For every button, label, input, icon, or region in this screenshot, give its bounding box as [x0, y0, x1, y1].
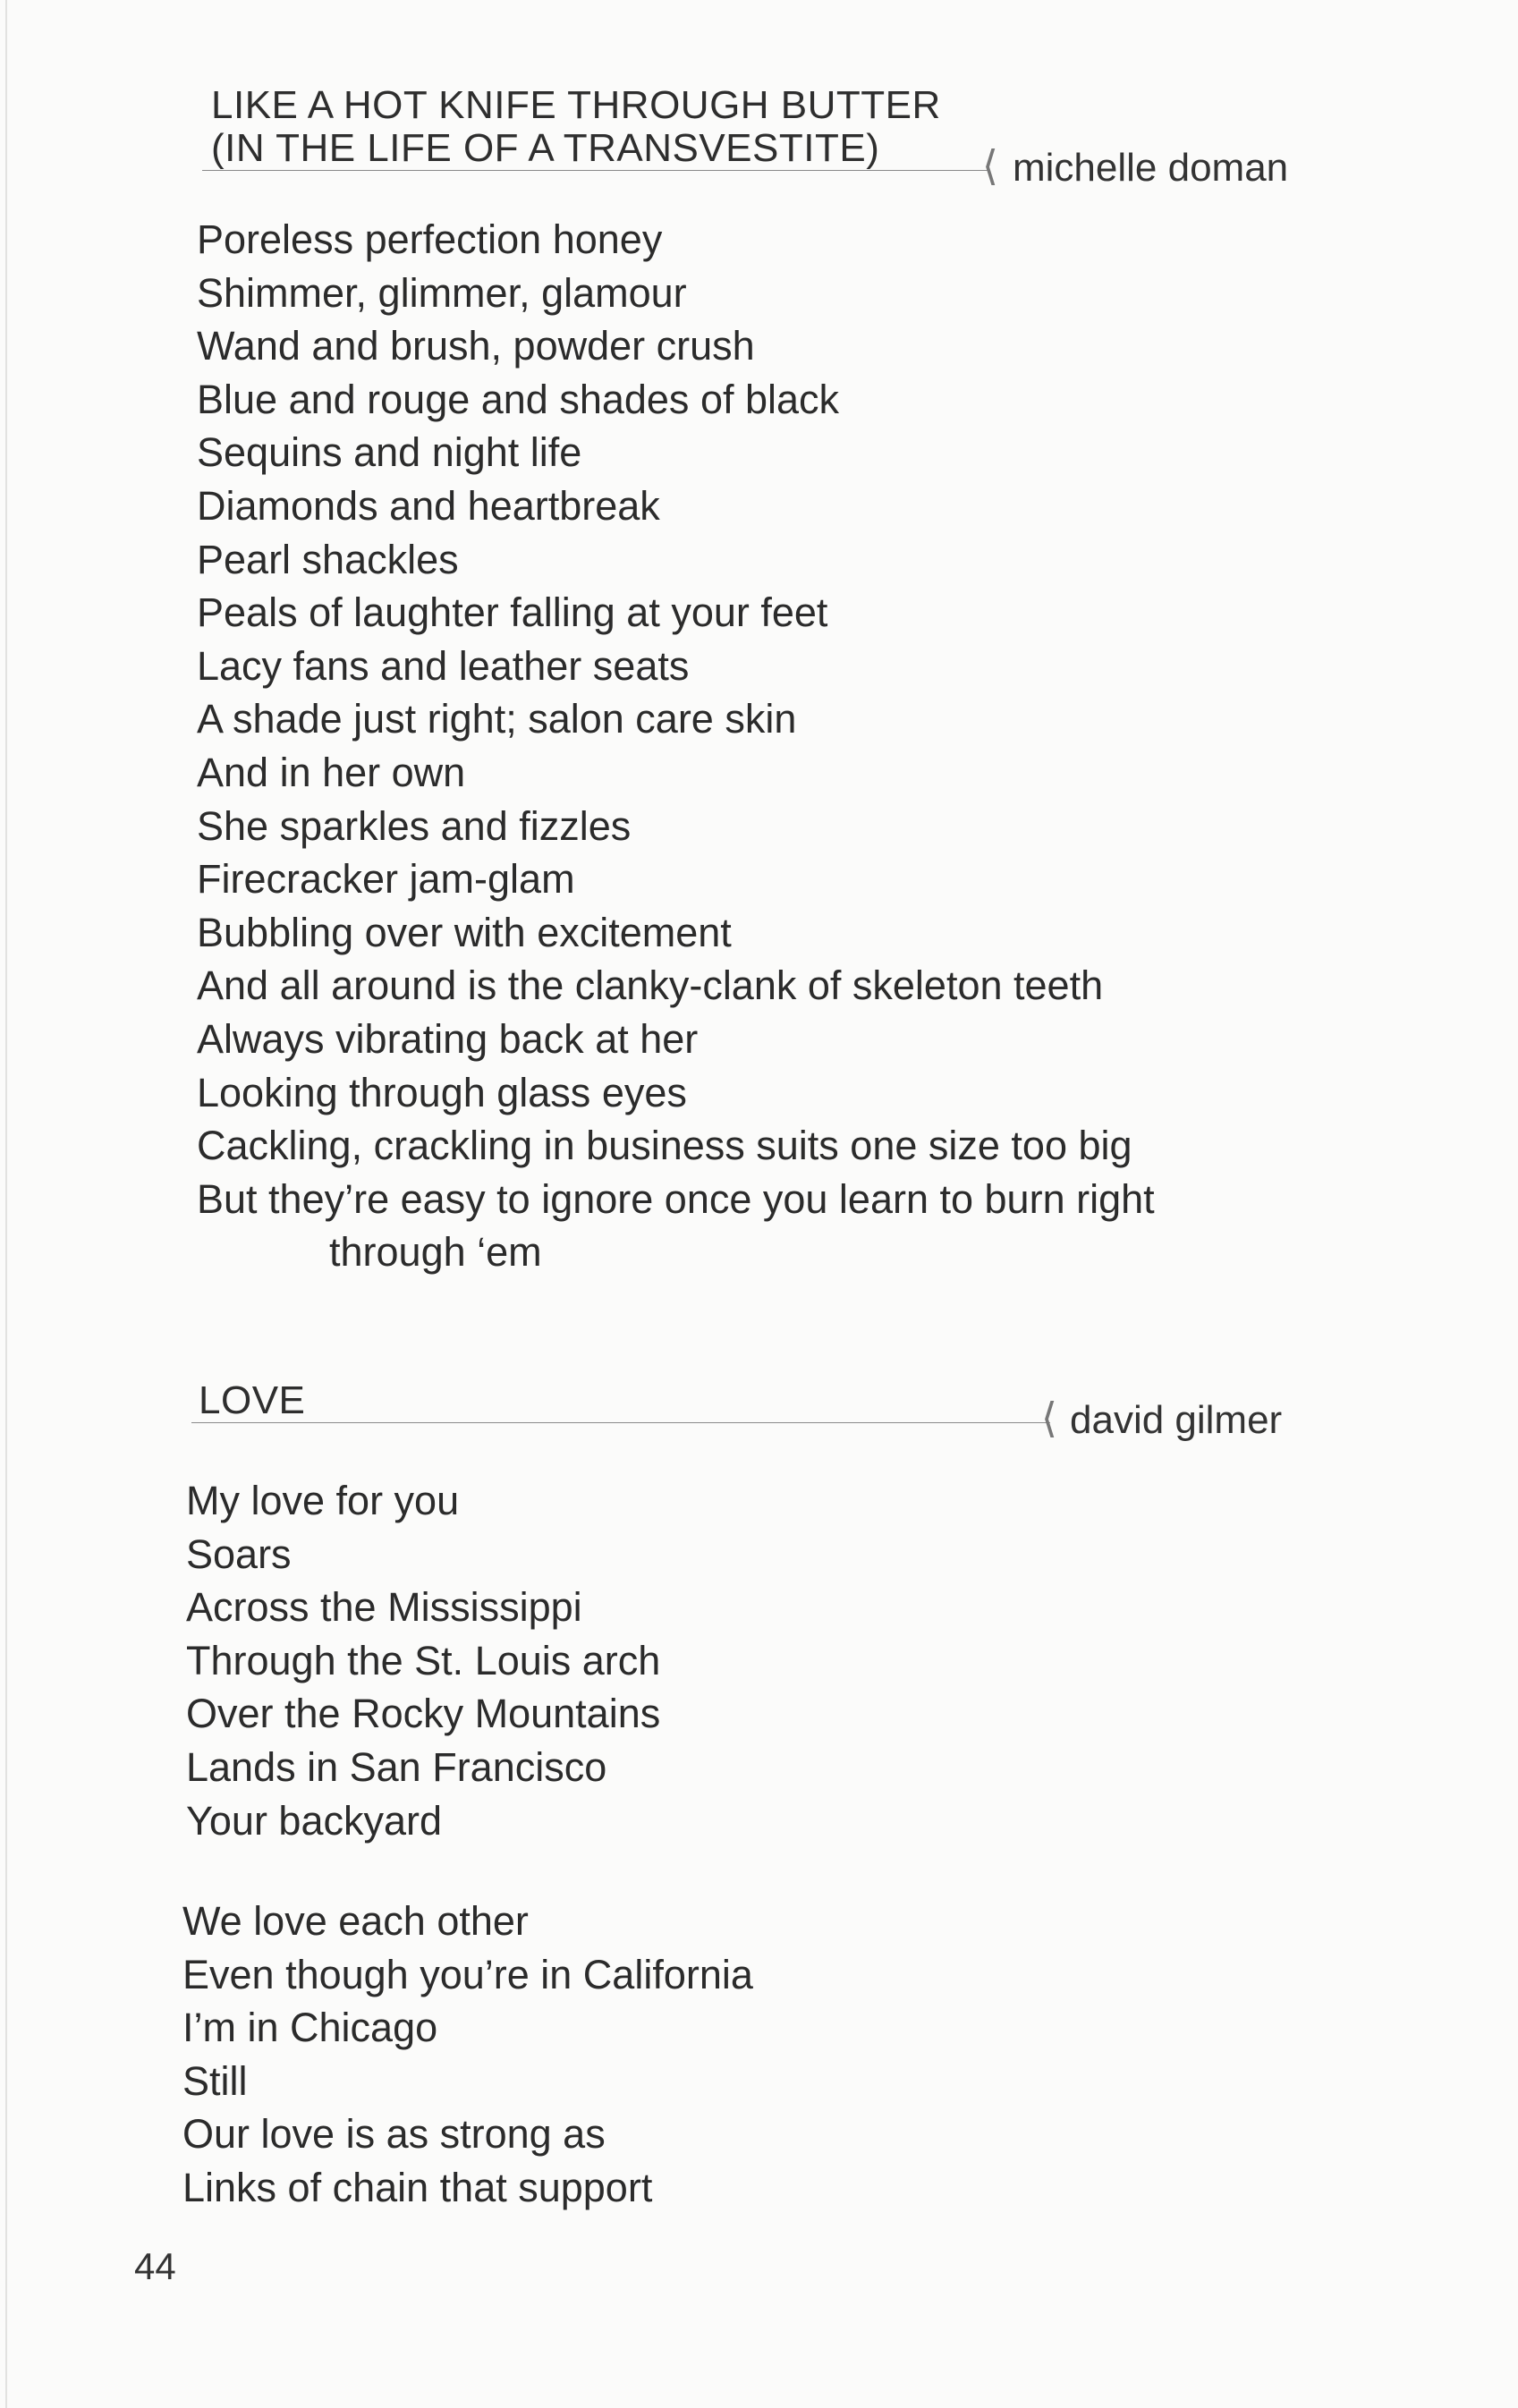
poem-line: And all around is the clanky-clank of skeleton teeth	[197, 962, 1104, 1009]
poem-line: Across the Mississippi	[186, 1584, 582, 1631]
poem-1-title-line-1: LIKE A HOT KNIFE THROUGH BUTTER	[211, 83, 941, 127]
poem-line: But they’re easy to ignore once you learn to burn right	[197, 1175, 1155, 1222]
poem-2-stanza-2	[182, 1895, 753, 2215]
page-number: 44	[134, 2245, 176, 2287]
poem-line: Wand and brush, powder crush	[197, 323, 755, 369]
poem-2-stanza-1	[186, 1474, 660, 1847]
poem-line: And in her own	[197, 749, 466, 795]
poem-line: Bubbling over with excitement	[197, 909, 732, 955]
poem-line: Poreless perfection honey	[197, 216, 663, 262]
poem-line: Peals of laughter falling at your feet	[197, 589, 828, 636]
poem-2-title: LOVE	[199, 1378, 306, 1422]
poem-line: Still	[182, 2057, 248, 2104]
poem-line: Sequins and night life	[197, 429, 582, 476]
poem-line: Your backyard	[186, 1797, 443, 1844]
poem-line: We love each other	[182, 1898, 529, 1944]
poem-2-author: david gilmer	[1070, 1398, 1283, 1442]
poem-line: Shimmer, glimmer, glamour	[197, 269, 687, 316]
poem-1-title-line-2: (IN THE LIFE OF A TRANSVESTITE)	[211, 126, 880, 170]
poem-line: Lacy fans and leather seats	[197, 642, 690, 689]
poem-1-author: michelle doman	[1013, 146, 1289, 190]
poem-line-continuation: through ‘em	[329, 1229, 542, 1276]
poem-line: Always vibrating back at her	[197, 1015, 699, 1062]
poem-line: A shade just right; salon care skin	[197, 696, 797, 742]
poem-1-title-rule	[202, 170, 989, 171]
poem-line: Links of chain that support	[182, 2164, 653, 2210]
poem-line: Cackling, crackling in business suits one size too big	[197, 1123, 1132, 1169]
poem-line: My love for you	[186, 1478, 460, 1523]
poem-line: Firecracker jam-glam	[197, 856, 575, 903]
poem-line: Our love is as strong as	[182, 2111, 606, 2158]
page-gutter-shadow	[5, 0, 7, 2408]
poem-line: She sparkles and fizzles	[197, 802, 632, 849]
poem-line: Blue and rouge and shades of black	[197, 376, 840, 422]
poem-line: Soars	[186, 1530, 292, 1577]
poem-line: Even though you’re in California	[182, 1951, 753, 1997]
poem-1-author-marker-icon: ⟨	[982, 142, 998, 189]
poem-1-lines	[197, 213, 1155, 1279]
poem-line: Over the Rocky Mountains	[186, 1691, 661, 1737]
poem-line: Through the St. Louis arch	[186, 1637, 661, 1683]
poem-line: Diamonds and heartbreak	[197, 482, 660, 529]
poem-2-author-marker-icon: ⟨	[1041, 1395, 1057, 1441]
poem-line: I’m in Chicago	[182, 2005, 438, 2051]
poem-line: Pearl shackles	[197, 536, 459, 582]
poem-line: Lands in San Francisco	[186, 1743, 607, 1790]
poem-2-title-rule	[191, 1422, 1050, 1423]
poem-line: Looking through glass eyes	[197, 1069, 687, 1115]
